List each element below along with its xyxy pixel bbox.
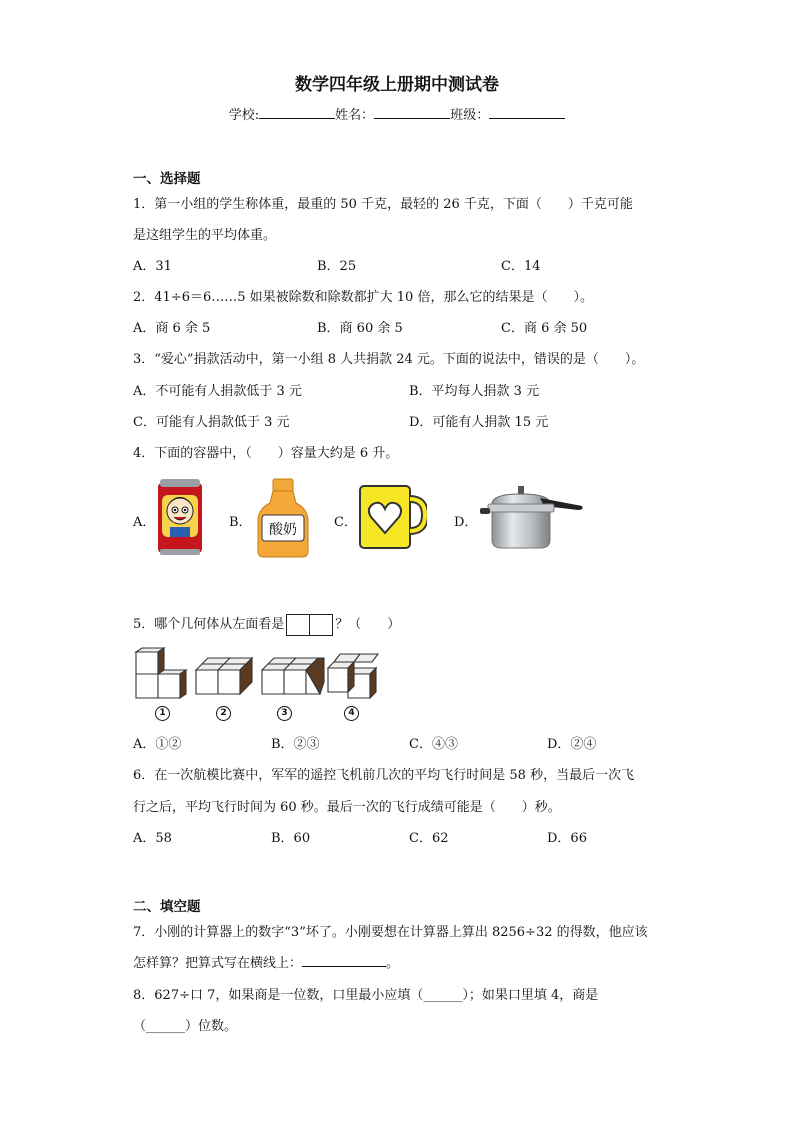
- school-label: 学校:: [228, 108, 260, 123]
- q5-option-a[interactable]: A．①②: [133, 737, 182, 752]
- cube-figure-1: [136, 648, 186, 698]
- q6-option-c[interactable]: C．62: [409, 831, 449, 846]
- yogurt-bottle-label: 酸奶: [269, 522, 297, 538]
- section-fill-title: 二、填空题: [133, 899, 201, 915]
- school-blank[interactable]: [259, 106, 335, 119]
- cube-figures: [134, 646, 394, 704]
- q6-option-a[interactable]: A．58: [133, 831, 172, 846]
- student-info-line: [0, 104, 794, 123]
- q4-option-b[interactable]: B．: [229, 515, 252, 530]
- mug-image: [357, 483, 427, 551]
- q7-line2-pre: 怎样算？把算式写在横线上：: [133, 956, 303, 971]
- name-blank[interactable]: [374, 106, 450, 119]
- class-blank[interactable]: [489, 106, 565, 119]
- q5-option-d[interactable]: D．②④: [547, 737, 597, 752]
- q2-option-a[interactable]: A．商 6 余 5: [133, 321, 211, 336]
- q6-option-b[interactable]: B．60: [271, 831, 311, 846]
- q5-line1-pre: 5．哪个几何体从左面看是: [133, 617, 285, 632]
- q5-option-c[interactable]: C．④③: [409, 737, 458, 752]
- q1-line1: 1．第一小组的学生称体重，最重的 50 千克，最轻的 26 千克，下面（ ）千克可能: [133, 197, 633, 212]
- figure-label-3: 3: [277, 706, 292, 721]
- figure-label-2: 2: [216, 706, 231, 721]
- q7-answer-blank[interactable]: [302, 954, 386, 967]
- q6-option-d[interactable]: D．66: [547, 831, 587, 846]
- figure-label-1: 1: [155, 706, 170, 721]
- section-choice-title: 一、选择题: [133, 171, 201, 187]
- yogurt-bottle-image: [254, 477, 312, 559]
- q1-option-b[interactable]: B．25: [317, 259, 357, 274]
- q8-line1: 8．627÷口 7，如果商是一位数，口里最小应填（______）；如果口里填 4，商是: [133, 988, 599, 1003]
- q5-option-b[interactable]: B．②③: [271, 737, 320, 752]
- q3-option-a[interactable]: A．不可能有人捐款低于 3 元: [133, 384, 302, 399]
- cube-figure-3: [262, 658, 324, 694]
- cube-figure-4: [328, 654, 378, 698]
- q2-option-c[interactable]: C．商 6 余 50: [501, 321, 588, 336]
- cube-figure-2: [196, 658, 252, 694]
- q3-option-b[interactable]: B．平均每人捐款 3 元: [409, 384, 540, 399]
- q1-option-c[interactable]: C．14: [501, 259, 541, 274]
- figure-label-4: 4: [344, 706, 359, 721]
- q4-option-d[interactable]: D．: [454, 515, 478, 530]
- q3-line1: 3．“爱心”捐款活动中，第一小组 8 人共捐款 24 元。下面的说法中，错误的是（ ）。: [133, 352, 645, 367]
- q8-line2: （______）位数。: [133, 1019, 238, 1034]
- page-title: 数学四年级上册期中测试卷: [295, 75, 499, 95]
- q1-option-a[interactable]: A．31: [133, 259, 172, 274]
- q5-line1: [133, 613, 400, 636]
- q3-option-d[interactable]: D．可能有人捐款 15 元: [409, 415, 549, 430]
- q7-line1: 7．小刚的计算器上的数字“3”坏了。小刚要想在计算器上算出 8256÷32 的得数，他应该: [133, 925, 648, 940]
- q4-line1: 4．下面的容器中，（ ）容量大约是 6 升。: [133, 446, 399, 461]
- q3-option-c[interactable]: C．可能有人捐款低于 3 元: [133, 415, 290, 430]
- q7-line2-post: 。: [386, 956, 400, 971]
- q4-option-a[interactable]: A．: [133, 515, 156, 530]
- q4-option-c[interactable]: C．: [334, 515, 357, 530]
- q6-line2: 行之后，平均飞行时间为 60 秒。最后一次的飞行成绩可能是（ ）秒。: [133, 800, 561, 815]
- class-label: 班级：: [450, 108, 490, 123]
- q5-line1-post: ？（ ）: [335, 617, 401, 632]
- left-view-figure: [286, 614, 333, 636]
- pressure-cooker-image: [478, 482, 586, 550]
- drink-can-image: [156, 477, 204, 557]
- name-label: 姓名：: [335, 108, 375, 123]
- q6-line1: 6．在一次航模比赛中，军军的遥控飞机前几次的平均飞行时间是 58 秒，当最后一次飞: [133, 768, 635, 783]
- q2-line1: 2．41÷6＝6……5 如果被除数和除数都扩大 10 倍，那么它的结果是（ ）。: [133, 290, 593, 305]
- q2-option-b[interactable]: B．商 60 余 5: [317, 321, 403, 336]
- q7-line2: [133, 952, 399, 971]
- q1-line2: 是这组学生的平均体重。: [133, 228, 277, 243]
